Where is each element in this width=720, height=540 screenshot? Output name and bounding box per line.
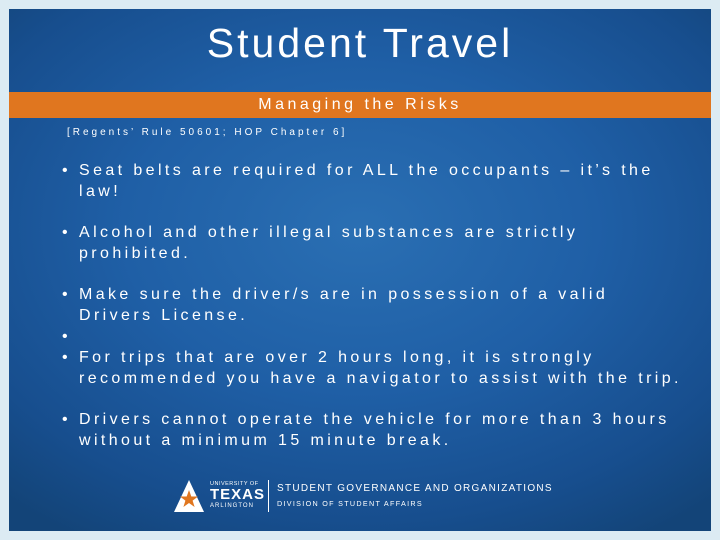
bullet-item-empty — [62, 326, 682, 347]
subtitle-band — [9, 92, 711, 118]
bullet-text: Drivers cannot operate the vehicle for more than 3 hours without a minimum 15 minute break. — [79, 411, 670, 449]
bullet-item — [62, 284, 682, 326]
logo-org-name: STUDENT GOVERNANCE AND ORGANIZATIONS — [277, 483, 553, 494]
bullet-marker: • — [62, 286, 72, 303]
logo-arlington: ARLINGTON — [210, 503, 254, 509]
bullet-marker: • — [62, 224, 72, 241]
bullet-marker: • — [62, 328, 72, 345]
bullet-marker: • — [62, 349, 72, 366]
bullet-item — [62, 222, 682, 264]
ut-arlington-logo — [170, 477, 560, 515]
logo-divider — [268, 480, 269, 512]
bullet-text: For trips that are over 2 hours long, it is strongly recommended you have a navigator to assist with the trip. — [79, 349, 682, 387]
logo-division-name: DIVISION OF STUDENT AFFAIRS — [277, 499, 423, 508]
bullet-text: Seat belts are required for ALL the occupants – it’s the law! — [79, 162, 654, 200]
bullet-text: Alcohol and other illegal substances are strictly prohibited. — [79, 224, 579, 262]
bullet-marker: • — [62, 411, 72, 428]
bullet-marker: • — [62, 162, 72, 179]
logo-university-line: UNIVERSITY OF — [210, 481, 259, 487]
bullet-text: Make sure the driver/s are in possession of a valid Drivers License. — [79, 286, 609, 324]
bullet-item — [62, 409, 682, 451]
slide-subtitle: Managing the Risks — [258, 96, 462, 113]
citation: [Regents’ Rule 50601; HOP Chapter 6] — [67, 127, 348, 138]
bullet-item — [62, 347, 682, 389]
bullet-list — [62, 160, 682, 451]
bullet-item — [62, 160, 682, 202]
logo-texas: TEXAS — [210, 486, 266, 503]
star-icon — [173, 479, 205, 513]
slide-title: Student Travel — [206, 20, 514, 66]
